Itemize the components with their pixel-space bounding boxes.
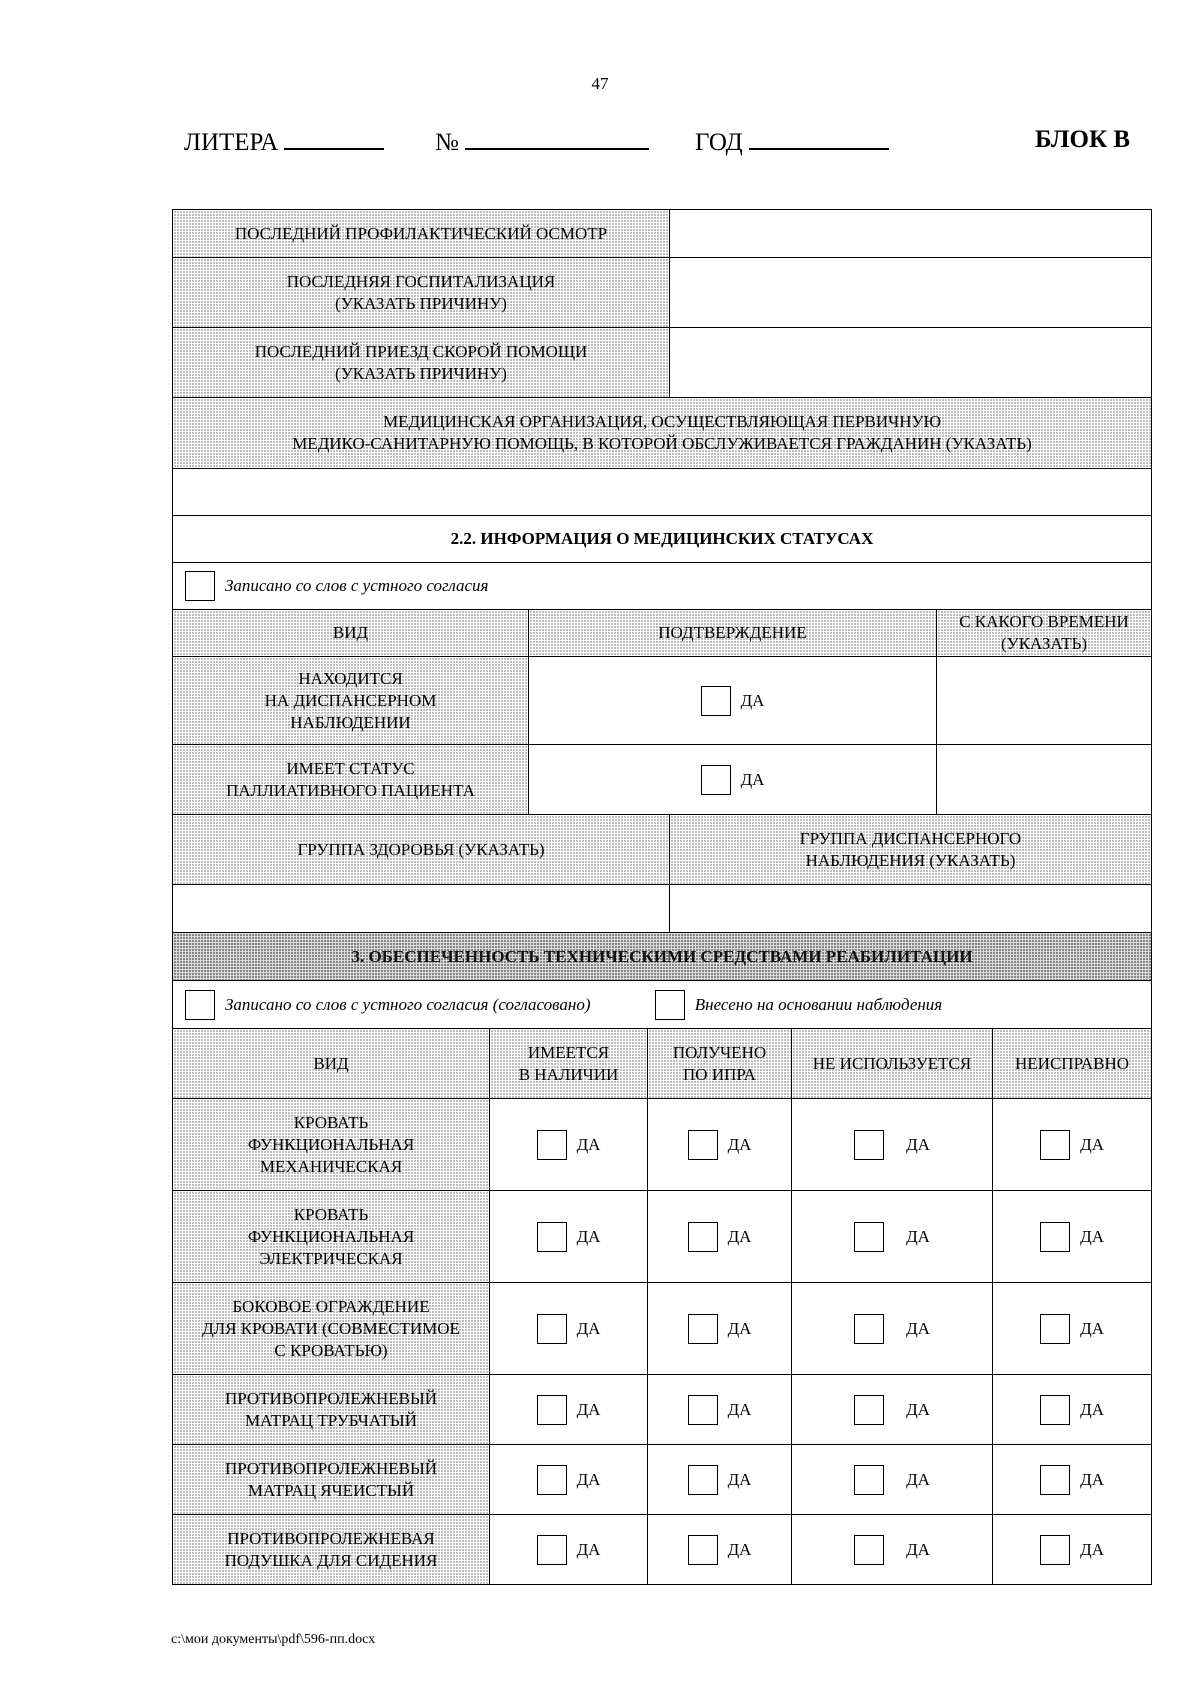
item-label: ПРОТИВОПРОЛЕЖНЕВАЯ ПОДУШКА ДЛЯ СИДЕНИЯ bbox=[173, 1515, 490, 1585]
have-checkbox[interactable] bbox=[537, 1535, 567, 1565]
palliative-since-value[interactable] bbox=[937, 745, 1152, 815]
have-cell bbox=[490, 1191, 648, 1283]
have-cell bbox=[490, 1445, 648, 1515]
ipra-cell bbox=[648, 1515, 792, 1585]
item-label: КРОВАТЬ ФУНКЦИОНАЛЬНАЯ ЭЛЕКТРИЧЕСКАЯ bbox=[173, 1191, 490, 1283]
ipra-checkbox[interactable] bbox=[688, 1535, 718, 1565]
unused-cell bbox=[792, 1191, 993, 1283]
broken-cell bbox=[993, 1191, 1152, 1283]
table-row bbox=[173, 258, 1152, 328]
yes-label: ДА bbox=[727, 1399, 752, 1419]
item-label: ПРОТИВОПРОЛЕЖНЕВЫЙ МАТРАЦ ТРУБЧАТЫЙ bbox=[173, 1375, 490, 1445]
palliative-label: ИМЕЕТ СТАТУС ПАЛЛИАТИВНОГО ПАЦИЕНТА bbox=[173, 745, 529, 815]
ipra-cell bbox=[648, 1099, 792, 1191]
table-row bbox=[173, 745, 1152, 815]
med-org-value[interactable] bbox=[173, 469, 1152, 516]
yes-label: ДА bbox=[576, 1318, 601, 1338]
med-org-label: МЕДИЦИНСКАЯ ОРГАНИЗАЦИЯ, ОСУЩЕСТВЛЯЮЩАЯ ПЕРВИЧНУЮ МЕДИКО-САНИТАРНУЮ ПОМОЩЬ, В КОТОРОЙ ОБСЛУЖИВАЕТСЯ ГРАЖДАНИН (УКАЗАТЬ) bbox=[173, 398, 1152, 469]
yes-label: ДА bbox=[727, 1469, 752, 1489]
palliative-yes-checkbox[interactable] bbox=[701, 765, 731, 795]
year-field bbox=[695, 126, 889, 157]
consent-checkbox-22[interactable] bbox=[185, 571, 215, 601]
yes-label: ДА bbox=[906, 1399, 930, 1419]
page-number: 47 bbox=[591, 74, 609, 93]
observed-checkbox[interactable] bbox=[655, 990, 685, 1020]
rehab-means-table bbox=[172, 932, 1152, 1585]
consent-checkbox-3[interactable] bbox=[185, 990, 215, 1020]
dispensary-confirm bbox=[529, 657, 937, 745]
item-label: ПРОТИВОПРОЛЕЖНЕВЫЙ МАТРАЦ ЯЧЕИСТЫЙ bbox=[173, 1445, 490, 1515]
ipra-cell bbox=[648, 1445, 792, 1515]
palliative-confirm bbox=[529, 745, 937, 815]
yes-label: ДА bbox=[906, 1226, 930, 1246]
table-row bbox=[173, 933, 1152, 981]
table-row bbox=[173, 981, 1152, 1029]
item-label: БОКОВОЕ ОГРАЖДЕНИЕ ДЛЯ КРОВАТИ (СОВМЕСТИМОЕ С КРОВАТЬЮ) bbox=[173, 1283, 490, 1375]
dispensary-label: НАХОДИТСЯ НА ДИСПАНСЕРНОМ НАБЛЮДЕНИИ bbox=[173, 657, 529, 745]
table-row bbox=[173, 1191, 1152, 1283]
ipra-checkbox[interactable] bbox=[688, 1222, 718, 1252]
last-hospitalization-value[interactable] bbox=[670, 258, 1152, 328]
section-3-title: 3. ОБЕСПЕЧЕННОСТЬ ТЕХНИЧЕСКИМИ СРЕДСТВАМИ РЕАБИЛИТАЦИИ bbox=[173, 933, 1152, 981]
ipra-checkbox[interactable] bbox=[688, 1465, 718, 1495]
last-checkup-label: ПОСЛЕДНИЙ ПРОФИЛАКТИЧЕСКИЙ ОСМОТР bbox=[173, 210, 670, 258]
col-ipra-header: ПОЛУЧЕНО ПО ИПРА bbox=[648, 1029, 792, 1099]
table-row bbox=[173, 1283, 1152, 1375]
observed-label: Внесено на основании наблюдения bbox=[694, 994, 943, 1014]
table-row bbox=[173, 210, 1152, 258]
have-checkbox[interactable] bbox=[537, 1314, 567, 1344]
ipra-checkbox[interactable] bbox=[688, 1314, 718, 1344]
unused-checkbox[interactable] bbox=[854, 1314, 884, 1344]
col-unused-header: НЕ ИСПОЛЬЗУЕТСЯ bbox=[792, 1029, 993, 1099]
yes-label: ДА bbox=[740, 769, 765, 789]
unused-cell bbox=[792, 1375, 993, 1445]
yes-label: ДА bbox=[727, 1226, 752, 1246]
consent-label-22: Записано со слов с устного согласия bbox=[225, 576, 489, 595]
broken-cell bbox=[993, 1283, 1152, 1375]
year-input-line[interactable] bbox=[749, 126, 889, 150]
yes-label: ДА bbox=[576, 1226, 601, 1246]
ipra-cell bbox=[648, 1191, 792, 1283]
health-group-label: ГРУППА ЗДОРОВЬЯ (УКАЗАТЬ) bbox=[173, 815, 670, 885]
table-row bbox=[173, 1029, 1152, 1099]
last-ambulance-value[interactable] bbox=[670, 328, 1152, 398]
unused-cell bbox=[792, 1099, 993, 1191]
unused-cell bbox=[792, 1283, 993, 1375]
table-row bbox=[173, 398, 1152, 469]
unused-checkbox[interactable] bbox=[854, 1465, 884, 1495]
table-row bbox=[173, 1445, 1152, 1515]
section-22-title: 2.2. ИНФОРМАЦИЯ О МЕДИЦИНСКИХ СТАТУСАХ bbox=[173, 516, 1152, 563]
yes-label: ДА bbox=[727, 1134, 752, 1154]
have-cell bbox=[490, 1283, 648, 1375]
table-row bbox=[173, 610, 1152, 657]
col-kind-header: ВИД bbox=[173, 610, 529, 657]
have-checkbox[interactable] bbox=[537, 1395, 567, 1425]
broken-checkbox[interactable] bbox=[1040, 1465, 1070, 1495]
yes-label: ДА bbox=[576, 1469, 601, 1489]
broken-checkbox[interactable] bbox=[1040, 1535, 1070, 1565]
have-cell bbox=[490, 1375, 648, 1445]
ipra-checkbox[interactable] bbox=[688, 1395, 718, 1425]
last-hospitalization-label: ПОСЛЕДНЯЯ ГОСПИТАЛИЗАЦИЯ (УКАЗАТЬ ПРИЧИНУ) bbox=[173, 258, 670, 328]
yes-label: ДА bbox=[1080, 1399, 1104, 1419]
number-field bbox=[435, 126, 649, 157]
yes-label: ДА bbox=[1080, 1134, 1104, 1154]
unused-cell bbox=[792, 1445, 993, 1515]
col-broken-header: НЕИСПРАВНО bbox=[993, 1029, 1152, 1099]
consent-label-3: Записано со слов с устного согласия (согласовано) bbox=[225, 994, 591, 1014]
broken-cell bbox=[993, 1515, 1152, 1585]
unused-checkbox[interactable] bbox=[854, 1535, 884, 1565]
table-row bbox=[173, 1515, 1152, 1585]
table-row bbox=[173, 469, 1152, 516]
yes-label: ДА bbox=[1080, 1469, 1104, 1489]
broken-checkbox[interactable] bbox=[1040, 1130, 1070, 1160]
have-checkbox[interactable] bbox=[537, 1222, 567, 1252]
year-label: ГОД bbox=[695, 129, 743, 156]
broken-checkbox[interactable] bbox=[1040, 1314, 1070, 1344]
have-checkbox[interactable] bbox=[537, 1465, 567, 1495]
ipra-cell bbox=[648, 1375, 792, 1445]
yes-label: ДА bbox=[576, 1134, 601, 1154]
last-ambulance-label: ПОСЛЕДНИЙ ПРИЕЗД СКОРОЙ ПОМОЩИ (УКАЗАТЬ ПРИЧИНУ) bbox=[173, 328, 670, 398]
have-cell bbox=[490, 1099, 648, 1191]
broken-checkbox[interactable] bbox=[1040, 1222, 1070, 1252]
yes-label: ДА bbox=[906, 1318, 930, 1338]
table-row bbox=[173, 657, 1152, 745]
yes-label: ДА bbox=[1080, 1318, 1104, 1338]
table-row bbox=[173, 516, 1152, 563]
table-row bbox=[173, 328, 1152, 398]
unused-cell bbox=[792, 1515, 993, 1585]
yes-label: ДА bbox=[906, 1539, 930, 1559]
yes-label: ДА bbox=[576, 1399, 601, 1419]
unused-checkbox[interactable] bbox=[854, 1222, 884, 1252]
last-checkup-value[interactable] bbox=[670, 210, 1152, 258]
yes-label: ДА bbox=[576, 1539, 601, 1559]
document-path: c:\мои документы\pdf\596-пп.docx bbox=[171, 1632, 376, 1647]
yes-label: ДА bbox=[1080, 1226, 1104, 1246]
consent-row-3 bbox=[173, 981, 1152, 1029]
consent-row-22 bbox=[173, 563, 1152, 610]
have-cell bbox=[490, 1515, 648, 1585]
col-since-header: С КАКОГО ВРЕМЕНИ (УКАЗАТЬ) bbox=[937, 610, 1152, 657]
number-input-line[interactable] bbox=[465, 126, 649, 150]
have-checkbox[interactable] bbox=[537, 1130, 567, 1160]
dispensary-group-label: ГРУППА ДИСПАНСЕРНОГО НАБЛЮДЕНИЯ (УКАЗАТЬ) bbox=[670, 815, 1152, 885]
ipra-checkbox[interactable] bbox=[688, 1130, 718, 1160]
dispensary-since-value[interactable] bbox=[937, 657, 1152, 745]
litera-field bbox=[184, 126, 384, 157]
medical-status-table bbox=[172, 209, 1152, 933]
broken-cell bbox=[993, 1445, 1152, 1515]
dispensary-group-value[interactable] bbox=[670, 885, 1152, 933]
col-have-header: ИМЕЕТСЯ В НАЛИЧИИ bbox=[490, 1029, 648, 1099]
table-row bbox=[173, 1099, 1152, 1191]
broken-checkbox[interactable] bbox=[1040, 1395, 1070, 1425]
dispensary-yes-checkbox[interactable] bbox=[701, 686, 731, 716]
ipra-cell bbox=[648, 1283, 792, 1375]
litera-label: ЛИТЕРА bbox=[184, 129, 279, 156]
number-label: № bbox=[435, 129, 459, 156]
yes-label: ДА bbox=[906, 1469, 930, 1489]
health-group-value[interactable] bbox=[173, 885, 670, 933]
yes-label: ДА bbox=[740, 690, 765, 710]
col-kind-header-3: ВИД bbox=[173, 1029, 490, 1099]
yes-label: ДА bbox=[727, 1539, 752, 1559]
broken-cell bbox=[993, 1099, 1152, 1191]
col-confirm-header: ПОДТВЕРЖДЕНИЕ bbox=[529, 610, 937, 657]
yes-label: ДА bbox=[727, 1318, 752, 1338]
table-row bbox=[173, 885, 1152, 933]
unused-checkbox[interactable] bbox=[854, 1395, 884, 1425]
broken-cell bbox=[993, 1375, 1152, 1445]
table-row bbox=[173, 815, 1152, 885]
table-row bbox=[173, 563, 1152, 610]
item-label: КРОВАТЬ ФУНКЦИОНАЛЬНАЯ МЕХАНИЧЕСКАЯ bbox=[173, 1099, 490, 1191]
yes-label: ДА bbox=[1080, 1539, 1104, 1559]
litera-input-line[interactable] bbox=[284, 126, 384, 150]
block-label: БЛОК В bbox=[1035, 126, 1131, 153]
yes-label: ДА bbox=[906, 1134, 930, 1154]
unused-checkbox[interactable] bbox=[854, 1130, 884, 1160]
table-row bbox=[173, 1375, 1152, 1445]
